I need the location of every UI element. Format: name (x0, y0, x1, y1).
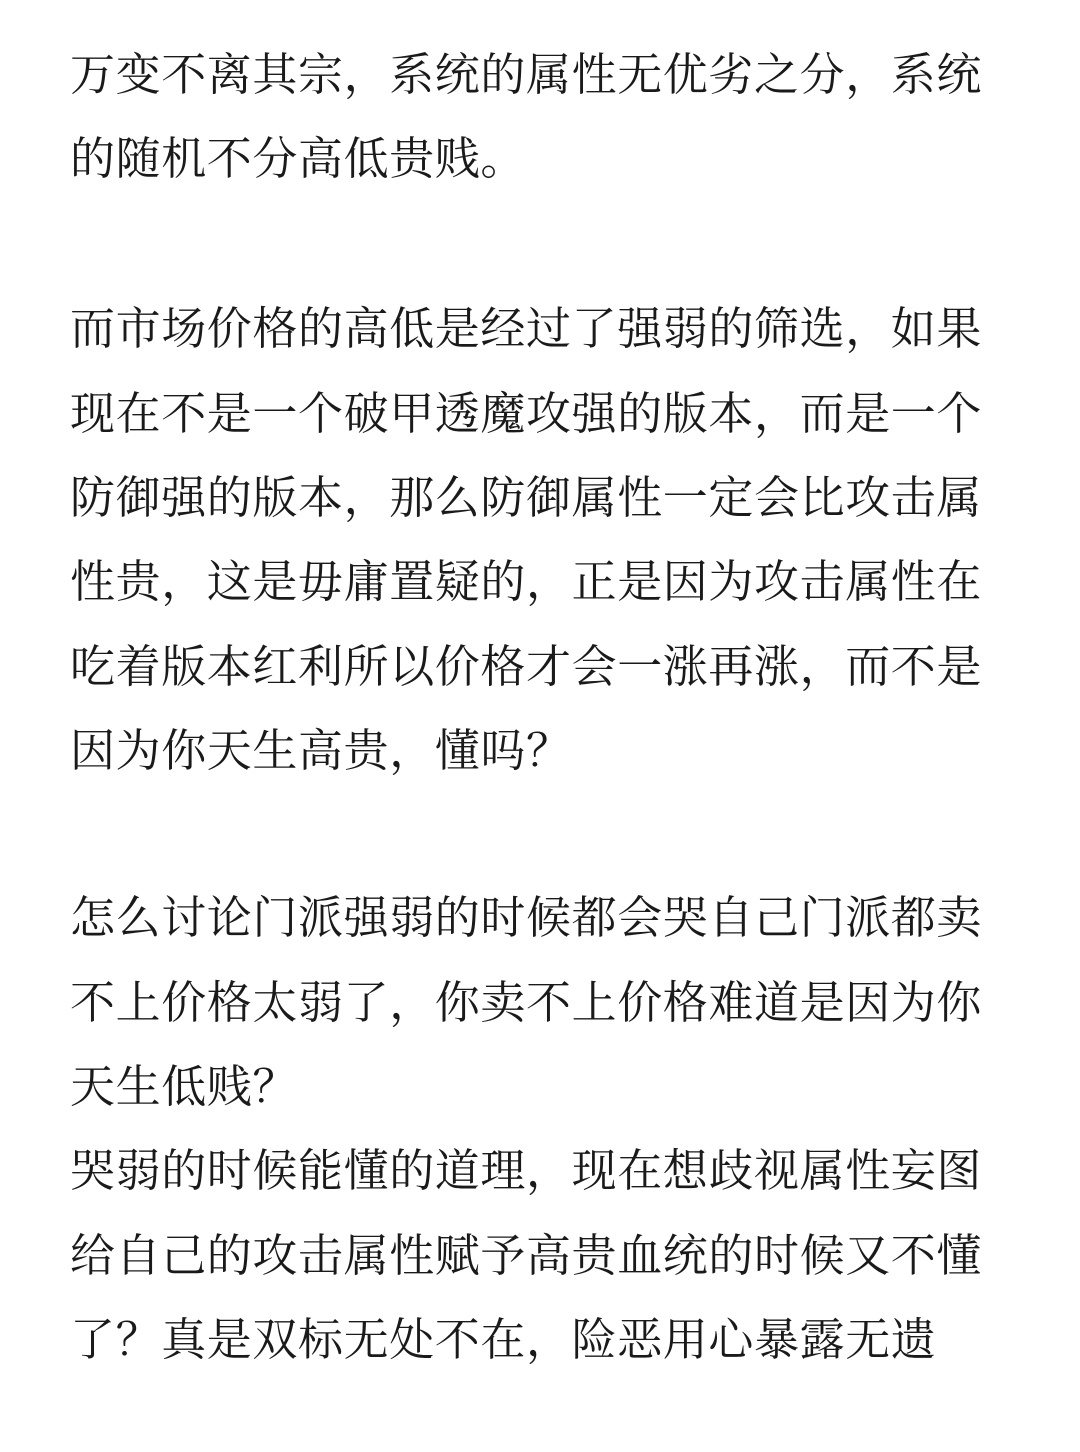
text-line: 的随机不分高低贵贱。 (70, 132, 527, 185)
text-line: 不上价格太弱了，你卖不上价格难道是因为你 (70, 976, 983, 1029)
text-line: 因为你天生高贵，懂吗？ (70, 724, 572, 777)
text-line: 了？真是双标无处不在，险恶用心暴露无遗 (70, 1313, 937, 1366)
text-line: 防御强的版本，那么防御属性一定会比攻击属 (70, 471, 983, 524)
text-line: 天生低贱？ (70, 1060, 299, 1113)
text-line: 性贵，这是毋庸置疑的，正是因为攻击属性在 (70, 555, 983, 608)
text-line: 现在不是一个破甲透魔攻强的版本，而是一个 (70, 387, 983, 440)
text-line: 万变不离其宗，系统的属性无优劣之分，系统 (70, 48, 983, 101)
text-line: 而市场价格的高低是经过了强弱的筛选，如果 (70, 302, 983, 355)
text-line: 给自己的攻击属性赋予高贵血统的时候又不懂 (70, 1229, 983, 1282)
text-line: 哭弱的时候能懂的道理，现在想歧视属性妄图 (70, 1144, 983, 1197)
text-line: 怎么讨论门派强弱的时候都会哭自己门派都卖 (70, 891, 983, 944)
text-line: 吃着版本红利所以价格才会一涨再涨，而不是 (70, 640, 983, 693)
